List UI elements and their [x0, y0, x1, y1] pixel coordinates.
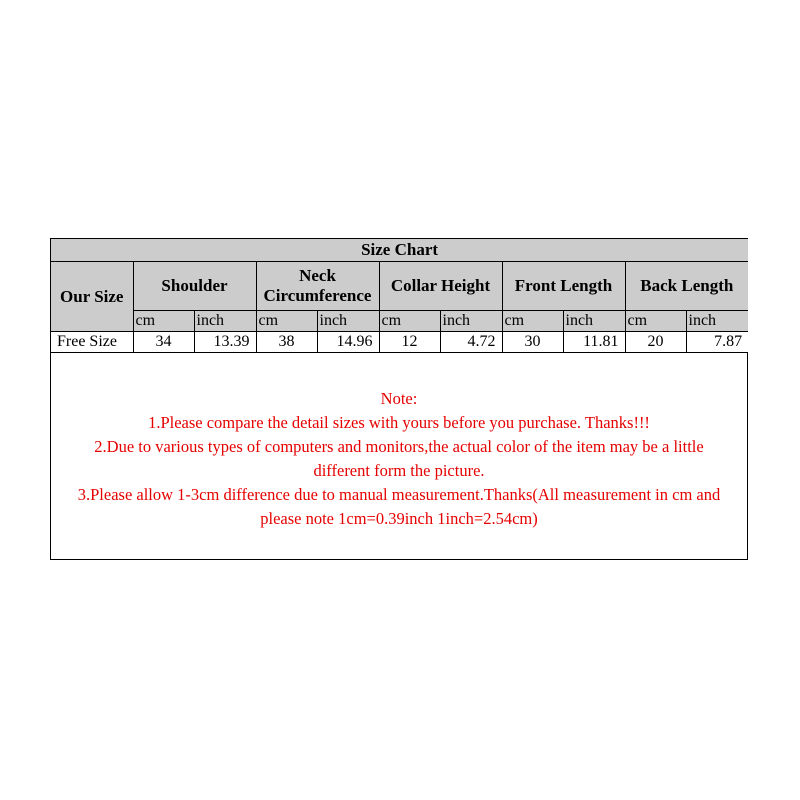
unit-inch: inch: [194, 311, 256, 332]
note-line: 2.Due to various types of computers and monitors,the actual color of the item may be a little: [94, 437, 704, 456]
shoulder-header: [133, 262, 256, 311]
table-row: [51, 332, 748, 353]
unit-inch: inch: [686, 311, 748, 332]
note-line: 3.Please allow 1-3cm difference due to manual measurement.Thanks(All measurement in cm and: [77, 485, 721, 504]
note-line: please note 1cm=0.39inch 1inch=2.54cm): [260, 509, 538, 528]
collar-inch: 4.72: [440, 332, 502, 353]
unit-inch: inch: [317, 311, 379, 332]
shoulder-cm: 34: [133, 332, 194, 353]
note-line: different form the picture.: [313, 461, 485, 480]
back-length-cm: 20: [625, 332, 686, 353]
front-length-cm: 30: [502, 332, 563, 353]
header-line: Circumference: [263, 286, 372, 305]
unit-cm: cm: [625, 311, 686, 332]
header-line: Neck: [299, 266, 336, 285]
unit-cm: cm: [133, 311, 194, 332]
chart-title: Size Chart: [51, 239, 748, 262]
header-line: Collar Height: [390, 276, 491, 295]
unit-inch: inch: [440, 311, 502, 332]
collar-cm: 12: [379, 332, 440, 353]
unit-inch: inch: [563, 311, 625, 332]
unit-cm: cm: [502, 311, 563, 332]
back-length-inch: 7.87: [686, 332, 748, 353]
size-label: Free Size: [51, 332, 133, 353]
note-title: Note:: [380, 389, 418, 408]
unit-cm: cm: [256, 311, 317, 332]
header-line: Back Length: [640, 276, 734, 295]
unit-cm: cm: [379, 311, 440, 332]
note-section: [51, 359, 747, 559]
size-chart: [50, 238, 748, 560]
neck-cm: 38: [256, 332, 317, 353]
neck-inch: 14.96: [317, 332, 379, 353]
header-line: Front Length: [514, 276, 613, 295]
size-table: [51, 239, 748, 353]
header-line: Shoulder: [161, 276, 228, 295]
back-length-header: [625, 262, 748, 311]
our-size-header: Our Size: [51, 262, 133, 332]
collar-height-header: [379, 262, 502, 311]
note-line: 1.Please compare the detail sizes with yours before you purchase. Thanks!!!: [148, 413, 650, 432]
front-length-header: [502, 262, 625, 311]
neck-circumference-header: [256, 262, 379, 311]
shoulder-inch: 13.39: [194, 332, 256, 353]
front-length-inch: 11.81: [563, 332, 625, 353]
